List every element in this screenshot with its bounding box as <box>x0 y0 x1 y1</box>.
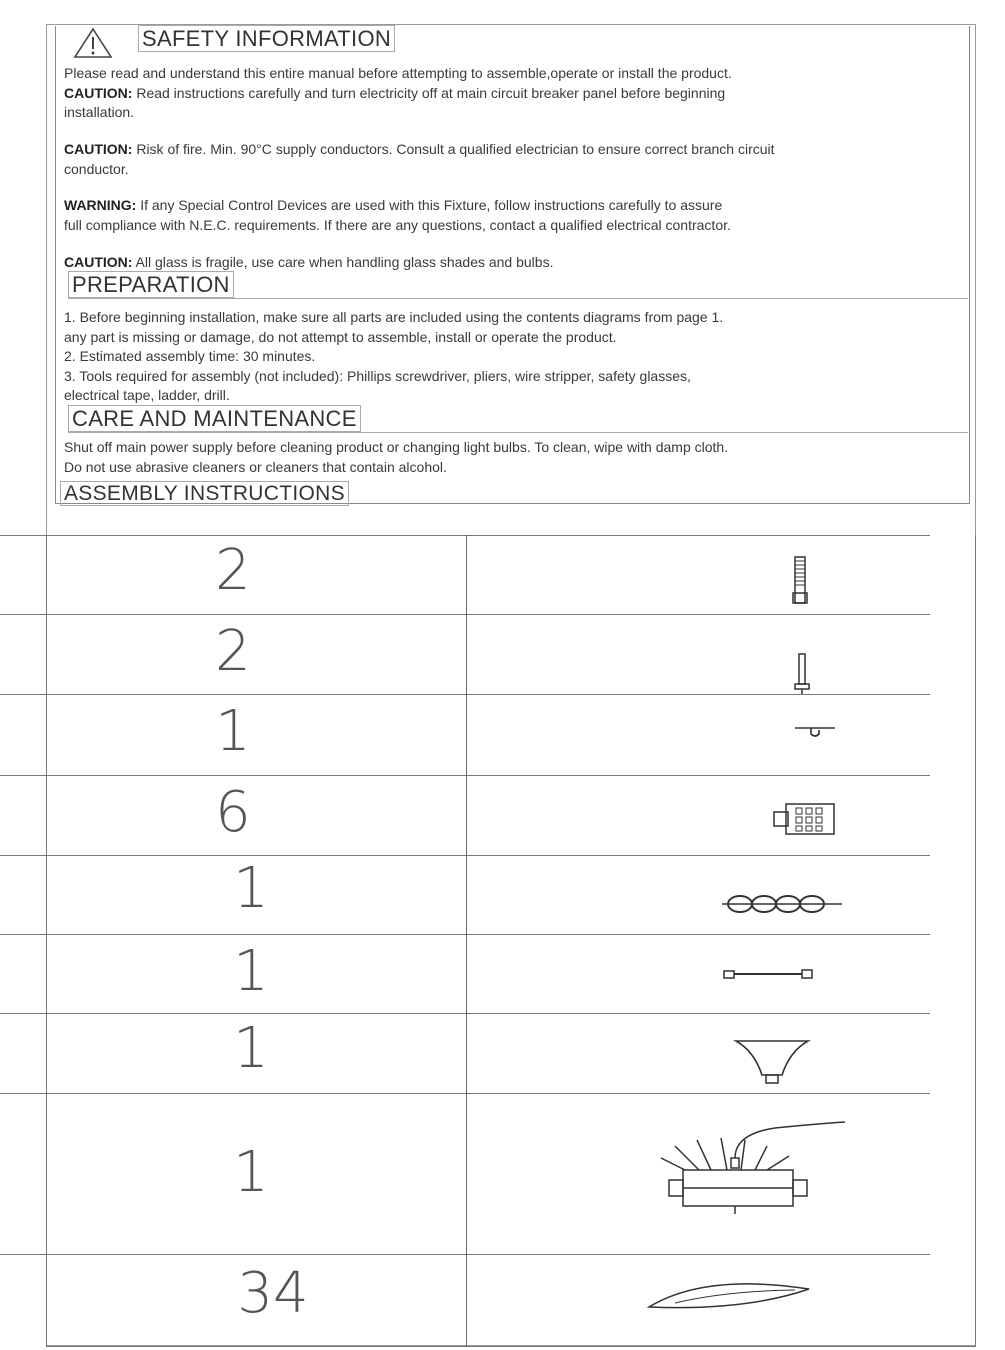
safety-paragraph-2 <box>64 140 969 179</box>
wire-connector-icon <box>770 800 840 840</box>
care-line-2: Do not use abrasive cleaners or cleaners that contain alcohol. <box>64 458 447 475</box>
caution-1 <box>64 84 969 104</box>
parts-row-4 <box>0 775 930 845</box>
safety-title: SAFETY INFORMATION <box>138 26 395 52</box>
part-qty: 2 <box>215 619 251 684</box>
parts-row-8 <box>0 1093 930 1205</box>
fixture-body-icon <box>655 1118 855 1218</box>
chain-icon <box>720 888 844 920</box>
preparation-title: PREPARATION <box>68 272 968 299</box>
part-qty: 2 <box>215 538 251 603</box>
safety-info-box <box>55 26 970 504</box>
caution-1-label: CAUTION: <box>64 84 133 101</box>
part-qty: 1 <box>233 856 269 921</box>
part-qty: 34 <box>237 1261 309 1326</box>
crystal-leaf-icon <box>645 1275 815 1315</box>
part-qty: 6 <box>215 780 251 845</box>
care-text <box>64 438 969 477</box>
canopy-icon <box>732 1035 814 1089</box>
caution-3 <box>64 253 969 273</box>
warning-1-label: WARNING: <box>64 197 137 213</box>
prep-step-1: 1. Before beginning installation, make sure all parts are included using the contents diagrams from page 1. <box>64 309 724 325</box>
care-line-1: Shut off main power supply before cleaning product or changing light bulbs. To clean, wipe with damp cloth. <box>64 439 729 455</box>
grid-bottom-border <box>46 1346 976 1347</box>
caution-3-text: All glass is fragile, use care when handling glass shades and bulbs. <box>132 254 554 270</box>
mounting-screw-icon <box>790 652 814 696</box>
caution-2-text: Risk of fire. Min. 90°C supply conductors. Consult a qualified electrician to ensure correct branch circuit <box>132 141 775 157</box>
parts-row-9 <box>0 1254 930 1326</box>
caution-2-label: CAUTION: <box>64 141 133 157</box>
caution-1-text: Read instructions carefully and turn electricity off at main circuit breaker panel before beginning <box>132 84 726 101</box>
threaded-nipple-icon <box>785 553 815 609</box>
parts-row-5 <box>0 855 930 921</box>
preparation-list <box>64 308 969 406</box>
warning-1-text: If any Special Control Devices are used with this Fixture, follow instructions carefully to assure <box>136 197 723 213</box>
assembly-title: ASSEMBLY INSTRUCTIONS <box>60 482 349 506</box>
part-qty: 1 <box>233 1140 269 1205</box>
caution-3-label: CAUTION: <box>64 254 133 270</box>
prep-step-1-continued: any part is missing or damage, do not attempt to assemble, install or operate the product. <box>64 328 617 345</box>
caution-2 <box>64 140 969 160</box>
safety-intro-text: Please read and understand this entire manual before attempting to assemble,operate or install the product. <box>64 65 732 81</box>
parts-row-7 <box>0 1013 930 1081</box>
part-qty: 1 <box>233 1016 269 1081</box>
grid-column-divider <box>466 535 467 1346</box>
safety-paragraph-3 <box>64 196 969 235</box>
crossbar-rod-icon <box>722 964 816 984</box>
prep-step-3-continued: electrical tape, ladder, drill. <box>64 387 230 403</box>
safety-paragraph-4 <box>64 253 969 273</box>
part-qty: 1 <box>233 939 269 1004</box>
care-title: CARE AND MAINTENANCE <box>68 406 968 433</box>
warning-1 <box>64 196 969 216</box>
parts-row-2 <box>0 614 930 684</box>
grid-right-border <box>975 535 976 1346</box>
parts-row-1 <box>0 535 930 603</box>
parts-row-6 <box>0 934 930 1004</box>
part-qty: 1 <box>215 699 251 764</box>
grid-left-border <box>46 535 47 1346</box>
safety-paragraph-1 <box>64 64 969 123</box>
prep-step-3: 3. Tools required for assembly (not included): Phillips screwdriver, pliers, wire stripper, safety glasses, <box>64 367 691 384</box>
warning-triangle-icon <box>72 26 114 60</box>
warning-1-continued: full compliance with N.E.C. requirements. If there are any questions, contact a qualified electrical contractor. <box>64 216 731 233</box>
caution-1-continued: installation. <box>64 104 135 120</box>
prep-step-2: 2. Estimated assembly time: 30 minutes. <box>64 348 316 364</box>
caution-2-continued: conductor. <box>64 160 129 177</box>
hook-icon <box>793 720 837 742</box>
